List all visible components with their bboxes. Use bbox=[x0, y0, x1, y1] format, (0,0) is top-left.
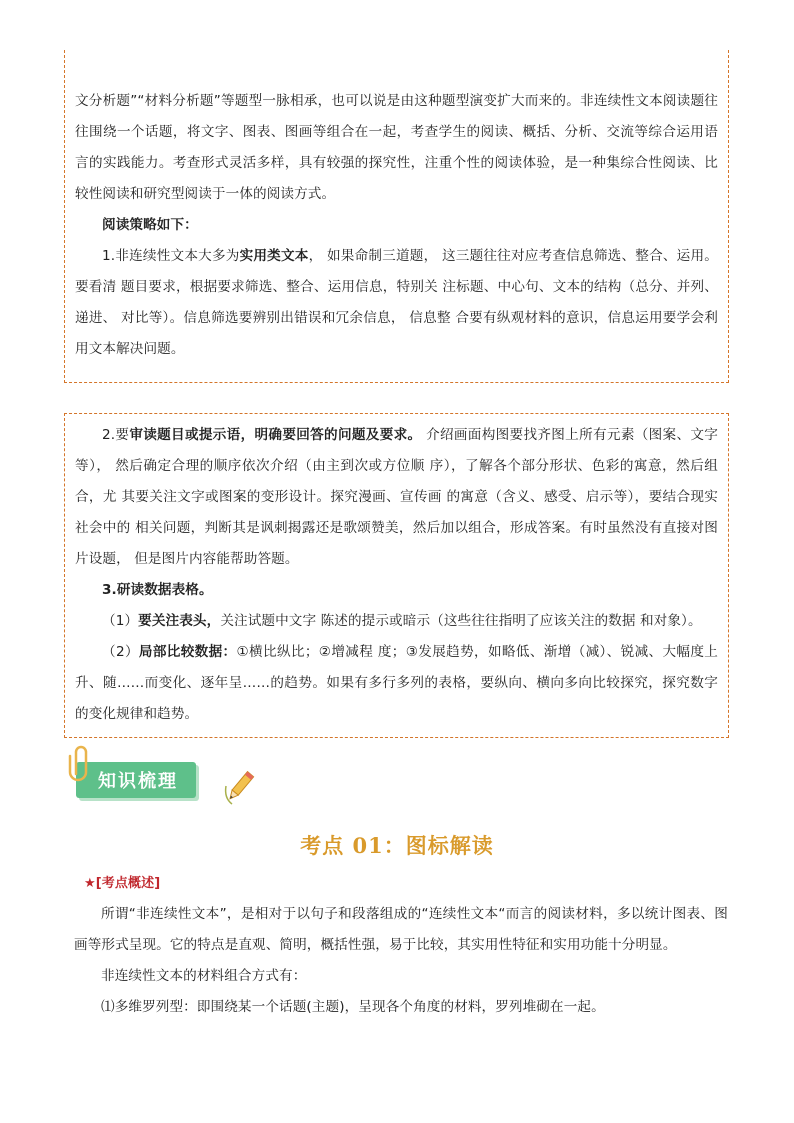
pencil-icon bbox=[222, 768, 256, 808]
strategy-subitem-1: （1）要关注表头，关注试题中文字 陈述的提示或暗示（这些往往指明了应该关注的数据 和对象）。 bbox=[102, 613, 702, 629]
intro-paragraph: 文分析题”“材料分析题”等题型一脉相承，也可以说是由这种题型演变扩大而来的。非连续性文本阅读题往往围绕一个话题，将文字、图表、图画等组合在一起，考查学生的阅读、概括、分析、交流等综合运用语言的实践能力。考查形式灵活多样，具有较强的探究性，注重个性的阅读体验，是一种集综合性阅读、比较性阅读和研究型阅读于一体的阅读方式。 bbox=[75, 93, 718, 202]
strategy-title: 阅读策略如下： bbox=[102, 217, 198, 233]
strategy-item-2: 2.要审读题目或提示语，明确要回答的问题及要求。 介绍画面构图要找齐图上所有元素（图案、文字等）， 然后确定合理的顺序依次介绍（由主到次或方位顺 序），了解各个部分形状、色彩的寓意，然后组合，尤 其要关注文字或图案的变形设计。探究漫画、宣传画 的寓意（含义、感受、启示等），要结合现实社会中的 相关问题，判断其是讽刺揭露还是歌颂赞美，然后加以组合，形成答案。有时虽然没有直接对图片设题， 但是图片内容能帮助答题。 bbox=[75, 427, 718, 567]
overview-paragraph-2: 非连续性文本的材料组合方式有： bbox=[101, 968, 307, 984]
overview-label-line bbox=[74, 868, 728, 899]
section-tag-label: 知识梳理 bbox=[98, 771, 178, 792]
overview-paragraph-1: 所谓“非连续性文本”，是相对于以句子和段落组成的“连续性文本“而言的阅读材料，多以统计图表、图画等形式呈现。它的特点是直观、简明，概括性强，易于比较，其实用性特征和实用功能十分明显。 bbox=[74, 906, 728, 953]
strategy-item-3: 3.研读数据表格。 bbox=[102, 582, 213, 598]
overview-label: [考点概述] bbox=[95, 876, 161, 891]
strategy-item-1: 1.非连续性文本大多为实用类文本， 如果命制三道题， 这三题往往对应考查信息筛选、整合、运用。要看清 题目要求，根据要求筛选、整合、运用信息，特别关 注标题、中心句、文本的结构（总分、并列、递进、 对比等）。信息筛选要辨别出错误和冗余信息， 信息整 合要有纵观材料的意识，信息运用要学会利用文本解决问题。 bbox=[75, 248, 718, 357]
section-tag bbox=[76, 752, 204, 800]
page-heading: 考点 01：图标解读 bbox=[300, 833, 494, 858]
strategy-subitem-2: （2）局部比较数据：①横比纵比；②增减程 度；③发展趋势，如略低、渐增（减）、锐减、大幅度上升、随……而变化、逐年呈……的趋势。如果有多行多列的表格，要纵向、横向多向比较探究，探究数字的变化规律和趋势。 bbox=[75, 644, 718, 722]
overview-paragraph-3: ⑴多维罗列型：即围绕某一个话题(主题)，呈现各个角度的材料，罗列堆砌在一起。 bbox=[101, 999, 605, 1015]
paperclip-icon bbox=[68, 744, 92, 784]
strategy-box-2 bbox=[64, 413, 729, 738]
strategy-box-1 bbox=[64, 50, 729, 383]
star-icon: ★ bbox=[84, 876, 96, 891]
overview-section bbox=[74, 868, 728, 1023]
